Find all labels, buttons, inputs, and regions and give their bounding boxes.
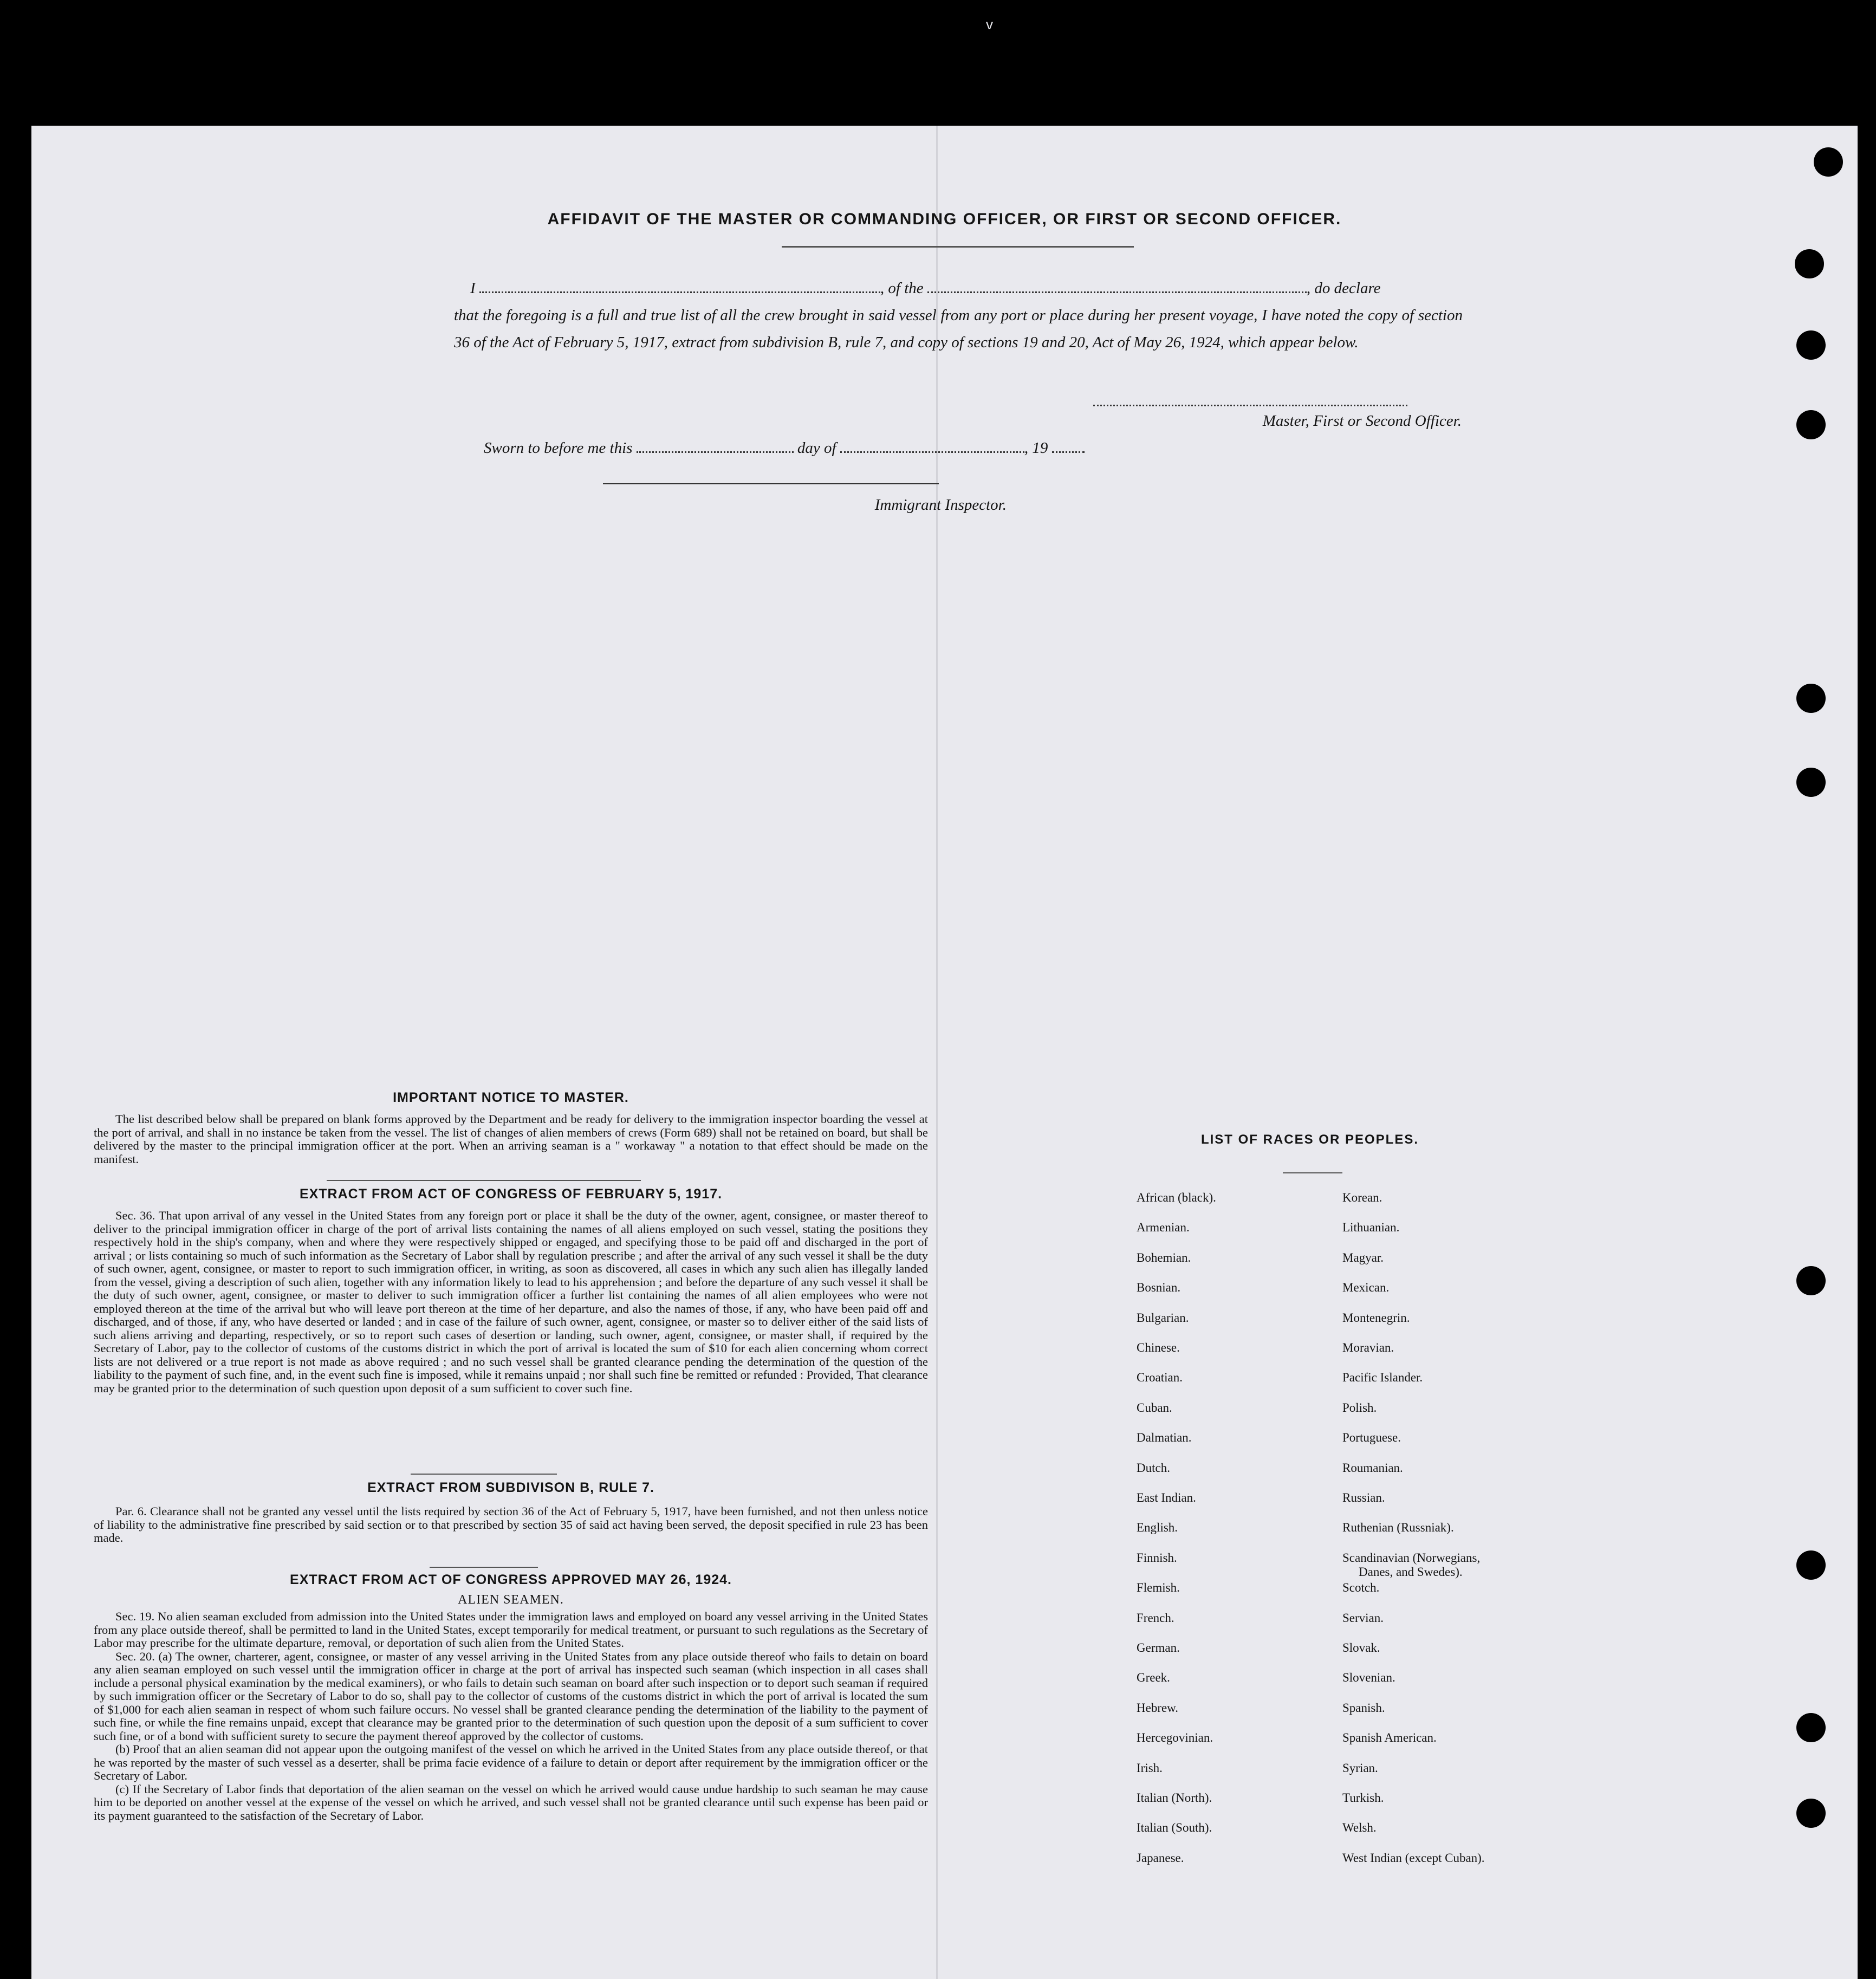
sec20a-text: Sec. 20. (a) The owner, charterer, agent, consignee, or master of any vessel arriving in the United States from any place outside thereof who fails to detain on board any alien seaman employed on such vessel until the immigration officer in charge at the port of arrival has inspected such seaman (which inspection in all cases shall include a personal physical examination by the medical examiners), or who fails to detain such seaman on board after such inspection or to deport such seaman if required by such immigration officer or the Secretary of Labor to do so, shall pay to the collector of customs of the customs district in which the port of arrival is located the sum of $1,000 for each alien seaman in respect of whom such failure occurs. No vessel shall be granted clearance pending the determination of the liability to the payment of such fine, or while the fine remains unpaid, except that clearance may be granted prior to the determination of such question upon the deposit of a sum sufficient to cover such fine, or of a bond with sufficient surety to secure the payment thereof approved by the collector of customs. [94, 1649, 928, 1743]
sec20b-text: (b) Proof that an alien seaman did not appear upon the outgoing manifest of the vessel on which he arrived in the United States from any place outside thereof, or that he was reported by the master of such vessel as a deserter, shall be prima facie evidence of a failure to detain or deport after requirement by the immigration officer or the Secretary of Labor. [94, 1742, 928, 1782]
race-item: Italian (North). [1137, 1791, 1212, 1805]
binder-hole [1796, 1266, 1826, 1295]
year-label: , 19 [1024, 439, 1048, 457]
binder-hole [1796, 684, 1826, 713]
sec19-text: Sec. 19. No alien seaman excluded from admission into the United States under the immigration laws and employed on board any vessel arriving in the United States from any place outside thereof, shall be permitted to land in the United States, except temporarily for medical treatment, or pursuant to such regulations as the Secretary of Labor may prescribe for the ultimate departure, removal, or deportation of such alien from the United States. [94, 1610, 928, 1650]
edge-mark: v [986, 16, 993, 33]
race-item: Slovenian. [1342, 1671, 1395, 1685]
race-item: Scandinavian (Norwegians, [1342, 1550, 1481, 1565]
race-item: Bohemian. [1137, 1250, 1191, 1264]
affidavit-title: AFFIDAVIT OF THE MASTER OR COMMANDING OFFICER, OR FIRST OR SECOND OFFICER. [547, 210, 1342, 228]
race-item: West Indian (except Cuban). [1342, 1851, 1485, 1865]
race-item: Irish. [1137, 1761, 1163, 1775]
race-item: Bulgarian. [1137, 1310, 1189, 1325]
race-item: Dutch. [1137, 1461, 1170, 1475]
extract-1924-title: EXTRACT FROM ACT OF CONGRESS APPROVED MAY 26, 1924. [290, 1572, 732, 1587]
race-item: Scotch. [1342, 1581, 1380, 1595]
race-item: Mexican. [1342, 1281, 1390, 1295]
sworn-label: Sworn to before me this [484, 439, 633, 457]
notice-title: IMPORTANT NOTICE TO MASTER. [393, 1090, 629, 1105]
alien-seamen-subtitle: ALIEN SEAMEN. [458, 1593, 564, 1607]
race-item: Bosnian. [1137, 1281, 1181, 1295]
sec20c-text: (c) If the Secretary of Labor finds that deportation of the alien seaman on the vessel on which he arrived would cause undue hardship to such seaman he may cause him to be deported on another vessel at the expense of the vessel on which he arrived, and such vessel shall not be granted clearance until such expense has been paid or its payment guaranteed to the satisfaction of the Secretary of Labor. [94, 1782, 928, 1822]
binder-hole [1796, 410, 1826, 439]
binder-hole [1796, 1550, 1826, 1580]
form-sheet [31, 126, 1858, 1979]
race-item: Hebrew. [1137, 1701, 1179, 1715]
race-item: Servian. [1342, 1611, 1384, 1625]
race-item: Greek. [1137, 1671, 1170, 1685]
race-item: Croatian. [1137, 1371, 1183, 1385]
day-of-label: day of [797, 439, 836, 457]
race-item: African (black). [1137, 1191, 1216, 1204]
vessel-name-field[interactable] [927, 291, 1307, 293]
master-signature-line[interactable] [1093, 405, 1407, 406]
declarant-i-label: I [470, 280, 476, 297]
extract-1917-rule [411, 1474, 557, 1475]
race-item: Japanese. [1137, 1851, 1184, 1865]
race-item: English. [1137, 1521, 1178, 1535]
affidavit-body: that the foregoing is a full and true list of all the crew brought in said vessel from any port or place during her present voyage, I have noted the copy of section 36 of the Act of February 5, 1917, extract from subdivision B, rule 7, and copy of sections 19 and 20, Act of May 26, 1924, which appear below. [454, 307, 1463, 351]
sworn-month-field[interactable] [840, 451, 1024, 453]
race-item: Polish. [1342, 1400, 1377, 1415]
race-item: Spanish. [1342, 1701, 1385, 1715]
race-item: Armenian. [1137, 1221, 1190, 1235]
inspector-label: Immigrant Inspector. [874, 496, 1007, 514]
race-item: Turkish. [1342, 1791, 1384, 1805]
master-signature-label: Master, First or Second Officer. [1262, 412, 1462, 430]
race-item: Hercegovinian. [1137, 1731, 1213, 1745]
race-item: Italian (South). [1137, 1821, 1212, 1835]
title-rule [782, 246, 1134, 248]
race-item: Ruthenian (Russniak). [1342, 1521, 1454, 1535]
race-item: Welsh. [1342, 1821, 1377, 1835]
sworn-day-field[interactable] [637, 451, 794, 453]
rule7-rule [430, 1567, 538, 1568]
binder-hole [1814, 147, 1843, 177]
binder-hole [1796, 768, 1826, 797]
race-item: Spanish American. [1342, 1731, 1437, 1745]
declaration-line [470, 275, 1489, 302]
fold-line [936, 126, 938, 1979]
race-item: Finnish. [1137, 1550, 1177, 1565]
race-item: Roumanian. [1342, 1461, 1403, 1475]
sworn-year-field[interactable] [1052, 451, 1085, 453]
inspector-signature-line[interactable] [603, 483, 939, 484]
race-item: Syrian. [1342, 1761, 1378, 1775]
notice-text: The list described below shall be prepared on blank forms approved by the Department and be ready for delivery to the immigration inspector boarding the vessel at the port of arrival, and shall in no instance be taken from the vessel. The list of changes of alien members of crews (Form 689) shall not be retained on board, but shall be delivered by the master to the principal immigration officer at the port. When an arriving seaman is a " workaway " a notation to that effect should be made on the manifest. [94, 1112, 928, 1166]
race-item: Korean. [1342, 1191, 1382, 1204]
race-item: Montenegrin. [1342, 1310, 1410, 1325]
races-title: LIST OF RACES OR PEOPLES. [1200, 1132, 1419, 1147]
race-item: Russian. [1342, 1491, 1385, 1504]
binder-hole [1796, 330, 1826, 360]
extract-1917-title: EXTRACT FROM ACT OF CONGRESS OF FEBRUARY 5, 1917. [299, 1186, 723, 1202]
race-item: Dalmatian. [1137, 1431, 1192, 1445]
do-declare-label: , do declare [1306, 280, 1381, 297]
sworn-line [484, 434, 1215, 462]
rule7-title: EXTRACT FROM SUBDIVISON B, RULE 7. [367, 1480, 654, 1495]
rule7-text: Par. 6. Clearance shall not be granted any vessel until the lists required by section 36 of the Act of February 5, 1917, have been furnished, and not then unless notice of liability to the administrative fine prescribed by said section or to that prescribed by section 35 of said act having been served, the deposit specified in rule 23 has been made. [94, 1504, 928, 1545]
notice-rule [327, 1180, 641, 1181]
race-item: Chinese. [1137, 1341, 1180, 1354]
race-item-continuation: Danes, and Swedes). [1359, 1565, 1463, 1579]
race-item: East Indian. [1137, 1491, 1196, 1504]
race-item: Pacific Islander. [1342, 1371, 1423, 1385]
race-item: Lithuanian. [1342, 1221, 1400, 1235]
extract-1924-text [94, 1610, 928, 1822]
race-item: Magyar. [1342, 1250, 1384, 1264]
binder-hole [1796, 1799, 1826, 1828]
declarant-name-field[interactable] [479, 291, 880, 293]
race-item: German. [1137, 1641, 1180, 1654]
binder-hole [1796, 1713, 1826, 1742]
of-the-label: , of the [880, 280, 924, 297]
race-item: Cuban. [1137, 1400, 1172, 1415]
race-item: French. [1137, 1611, 1174, 1625]
binder-hole [1795, 249, 1824, 278]
race-item: Portuguese. [1342, 1431, 1401, 1445]
extract-1917-text: Sec. 36. That upon arrival of any vessel in the United States from any foreign port or place it shall be the duty of the owner, agent, consignee, or master thereof to deliver to the principal immigration officer in charge of the port of arrival lists containing the names of all aliens employed on such vessel, stating the positions they respectively hold in the ship's company, when and where they were respectively shipped or engaged, and specifying those to be paid off and discharged in the port of arrival ; or lists containing so much of such information as the Secretary of Labor shall by regulation prescribe ; and after the arrival of any such vessel it shall be the duty of such owner, agent, consignee, or master to report to such immigration officer, in writing, as soon as discovered, all cases in which any such alien has illegally landed from the vessel, giving a description of such alien, together with any information likely to lead to his apprehension ; and before the departure of any such vessel it shall be the duty of such owner, agent, consignee, or master to deliver to such immigration officer a further list containing the names of all alien employees who were not employed thereon at the time of the arrival but who will leave port thereon at the time of her departure, and also the names of those, if any, who have been paid off and discharged, and of those, if any, who have deserted or landed ; and in case of the failure of such owner, agent, consignee, or master so to deliver either of the said lists of such aliens arriving and departing, respectively, or so to report such cases of desertion or landing, such owner, agent, consignee, or master shall, if required by the Secretary of Labor, pay to the collector of customs of the customs district in which the port of arrival is located the sum of $10 for each alien concerning whom correct lists are not delivered or a true report is not made as above required ; and no such vessel shall be granted clearance pending the determination of the question of the liability to the payment of such fine, and, in the event such fine is imposed, while it remains unpaid ; nor shall such fine be remitted or refunded : Provided, That clearance may be granted prior to the determination of such question upon deposit of a sum sufficient to cover such fine. [94, 1209, 928, 1395]
races-title-rule [1283, 1172, 1342, 1173]
race-item: Flemish. [1137, 1581, 1180, 1595]
race-item: Slovak. [1342, 1641, 1380, 1654]
race-item: Moravian. [1342, 1341, 1394, 1354]
